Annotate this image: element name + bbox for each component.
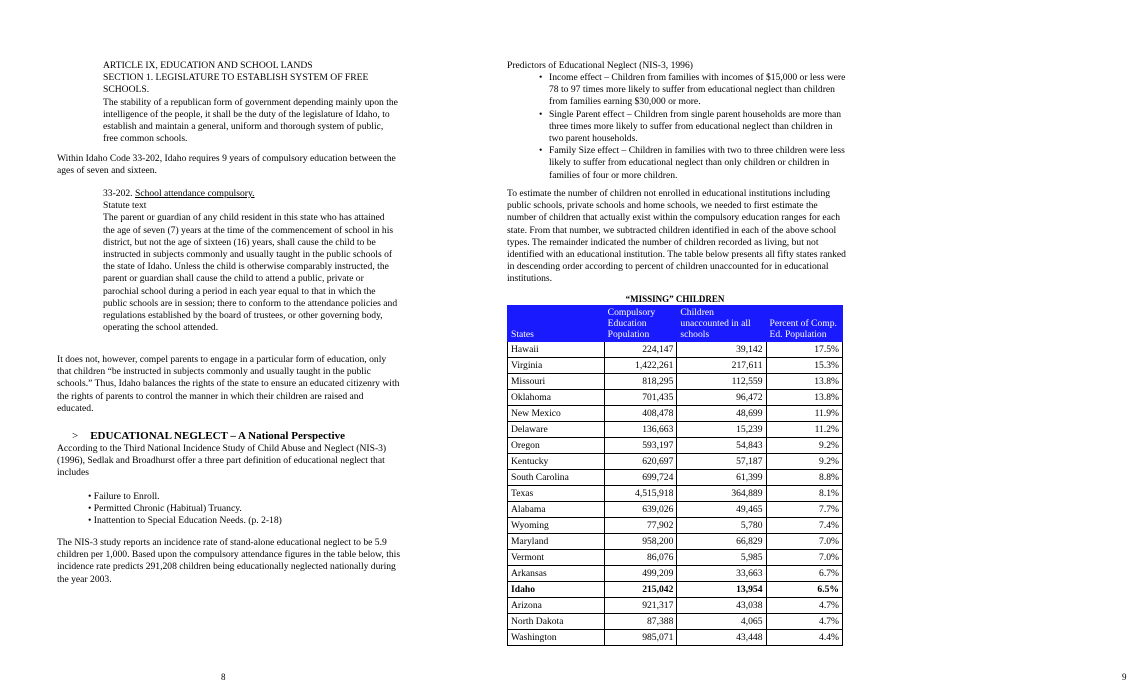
article-title: ARTICLE IX, EDUCATION AND SCHOOL LANDS: [103, 60, 313, 71]
value-cell: 8.1%: [766, 486, 843, 502]
value-cell: 4,515,918: [604, 486, 677, 502]
state-cell: Hawaii: [508, 342, 605, 358]
table-row: [508, 406, 843, 422]
statute-label: Statute text: [103, 200, 147, 212]
state-cell: Missouri: [508, 374, 605, 390]
state-cell: Delaware: [508, 422, 605, 438]
section-title: SECTION 1. LEGISLATURE TO ESTABLISH SYSTEM OF FREE SCHOOLS.: [103, 72, 369, 96]
table-row: [508, 342, 843, 358]
state-cell: Texas: [508, 486, 605, 502]
value-cell: 77,902: [604, 518, 677, 534]
value-cell: 639,026: [604, 502, 677, 518]
bullet-icon: •: [539, 72, 543, 83]
value-cell: 57,187: [677, 454, 766, 470]
value-cell: 39,142: [677, 342, 766, 358]
definition-item: • Inattention to Special Education Needs. (p. 2-18): [88, 515, 282, 527]
table-row: [508, 518, 843, 534]
value-cell: 48,699: [677, 406, 766, 422]
table-row: [508, 566, 843, 582]
value-cell: 15.3%: [766, 358, 843, 374]
state-cell: Virginia: [508, 358, 605, 374]
value-cell: 15,239: [677, 422, 766, 438]
nis-paragraph: According to the Third National Incidence Study of Child Abuse and Neglect (NIS-3) (1996), Sedlak and Broadhurst offer a three part definition of educational neglect that includes: [57, 443, 387, 479]
value-cell: 593,197: [604, 438, 677, 454]
bullet-icon: •: [539, 145, 543, 157]
list-item: • Single Parent effect – Children from single parent households are more than three times more likely to suffer from educational neglect than children in two parent households.: [539, 108, 842, 145]
table-row: [508, 438, 843, 454]
table-row: [508, 358, 843, 374]
value-cell: 364,889: [677, 486, 766, 502]
estimate-paragraph: To estimate the number of children not enrolled in educational institutions including public schools, private schools and home schools, we needed to first estimate the number of children that actually exist within the compulsory education ranges for each state. From that number, we subtracted children identified in each of the above school types. The remainder indicated the number of children recorded as living, but not identified with an educational institution. The table below presents all fifty states ranked in descending order according to percent of children unaccounted for in educational institutions.: [507, 188, 846, 285]
value-cell: 1,422,261: [604, 358, 677, 374]
state-cell: Idaho: [508, 582, 605, 598]
state-cell: Washington: [508, 630, 605, 646]
table-row: [508, 374, 843, 390]
value-cell: 87,388: [604, 614, 677, 630]
value-cell: 136,663: [604, 422, 677, 438]
state-cell: Alabama: [508, 502, 605, 518]
code-paragraph: Within Idaho Code 33-202, Idaho requires 9 years of compulsory education between the ages of seven and sixteen.: [57, 153, 396, 177]
value-cell: 4.7%: [766, 614, 843, 630]
statute-title: School attendance compulsory.: [134, 188, 255, 199]
value-cell: 17.5%: [766, 342, 843, 358]
definition-list: [88, 491, 388, 528]
state-cell: North Dakota: [508, 614, 605, 630]
value-cell: 5,780: [677, 518, 766, 534]
value-cell: 499,209: [604, 566, 677, 582]
heading-subtitle: – A National Perspective: [227, 430, 345, 442]
value-cell: 217,611: [677, 358, 766, 374]
statute-quote: [103, 188, 398, 334]
value-cell: 33,663: [677, 566, 766, 582]
value-cell: 818,295: [604, 374, 677, 390]
value-cell: 921,317: [604, 598, 677, 614]
value-cell: 224,147: [604, 342, 677, 358]
table-row: [508, 598, 843, 614]
column-header: States: [508, 306, 605, 342]
table-row: [508, 550, 843, 566]
balance-paragraph: It does not, however, compel parents to engage in a particular form of education, only that children “be instructed in subjects commonly and usually taught in the public schools.” Thus, Idaho balances the rights of the state to ensure an educated citizenry with the rights of parents to control the manner in which their children are raised and educated.: [57, 354, 400, 414]
right-page: [450, 0, 1127, 695]
value-cell: 4.7%: [766, 598, 843, 614]
value-cell: 4,065: [677, 614, 766, 630]
value-cell: 985,071: [604, 630, 677, 646]
value-cell: 6.7%: [766, 566, 843, 582]
value-cell: 9.2%: [766, 454, 843, 470]
value-cell: 9.2%: [766, 438, 843, 454]
list-item: • Income effect – Children from families with incomes of $15,000 or less were 78 to 97 times more likely to suffer from educational neglect than children from families earning $30,000 or more.: [539, 72, 846, 108]
value-cell: 701,435: [604, 390, 677, 406]
table-row: [508, 422, 843, 438]
value-cell: 620,697: [604, 454, 677, 470]
value-cell: 86,076: [604, 550, 677, 566]
column-header: Children unaccounted in all schools: [677, 306, 766, 342]
value-cell: 112,559: [677, 374, 766, 390]
state-cell: Oklahoma: [508, 390, 605, 406]
definition-item: • Permitted Chronic (Habitual) Truancy.: [88, 503, 242, 515]
page-number: 9: [1122, 672, 1127, 682]
page-number: 8: [221, 672, 226, 682]
statute-body: The parent or guardian of any child resident in this state who has attained the age of seven (7) years at the time of the commencement of school in his district, but not the age of sixteen (16) years, shall cause the child to be instructed in subjects commonly and usually taught in the public schools of the state of Idaho. Unless the child is otherwise comparably instructed, the parent or guardian shall cause the child to attend a public, private or parochial school during a period in each year equal to that in which the public schools are in session; there to conform to the attendance policies and regulations established by the board of trustees, or other governing body, operating the school attended.: [103, 212, 398, 334]
state-cell: Oregon: [508, 438, 605, 454]
article-ix-quote: [103, 60, 398, 145]
state-cell: Arizona: [508, 598, 605, 614]
state-cell: Maryland: [508, 534, 605, 550]
value-cell: 96,472: [677, 390, 766, 406]
column-header: Compulsory Education Population: [604, 306, 677, 342]
state-cell: South Carolina: [508, 470, 605, 486]
value-cell: 13.8%: [766, 390, 843, 406]
definition-item: • Failure to Enroll.: [88, 491, 160, 502]
bullet-icon: •: [539, 108, 543, 120]
value-cell: 958,200: [604, 534, 677, 550]
state-cell: Kentucky: [508, 454, 605, 470]
table-caption: “MISSING” CHILDREN: [625, 294, 725, 304]
value-cell: 215,042: [604, 582, 677, 598]
value-cell: 43,448: [677, 630, 766, 646]
state-cell: Arkansas: [508, 566, 605, 582]
incidence-paragraph: The NIS-3 study reports an incidence rate of stand-alone educational neglect to be 5.9 children per 1,000. Based upon the compulsory attendance figures in the table below, this incidence rate predicts 291,208 children being educationally neglected nationally during the year 2003.: [57, 537, 401, 585]
value-cell: 13,954: [677, 582, 766, 598]
value-cell: 13.8%: [766, 374, 843, 390]
table-row: [508, 470, 843, 486]
predictors-list: [507, 72, 847, 182]
value-cell: 699,724: [604, 470, 677, 486]
value-cell: 11.2%: [766, 422, 843, 438]
value-cell: 4.4%: [766, 630, 843, 646]
value-cell: 7.4%: [766, 518, 843, 534]
list-item: • Family Size effect – Children in families with two to three children were less likely to suffer from educational neglect than only children or children in families of four or more children.: [539, 145, 845, 181]
column-header: Percent of Comp. Ed. Population: [766, 306, 843, 342]
predictors-title: Predictors of Educational Neglect (NIS-3, 1996): [507, 60, 693, 71]
value-cell: 61,399: [677, 470, 766, 486]
arrow-bullet-icon: >: [72, 430, 79, 442]
state-cell: Wyoming: [508, 518, 605, 534]
article-text: The stability of a republican form of government depending mainly upon the intelligence of the people, it shall be the duty of the legislature of Idaho, to establish and maintain a general, uniform and thorough system of public, free common schools.: [103, 96, 398, 145]
left-page: [0, 0, 450, 695]
table-row: [508, 582, 843, 598]
table-row: [508, 502, 843, 518]
state-cell: New Mexico: [508, 406, 605, 422]
value-cell: 11.9%: [766, 406, 843, 422]
table-row: [508, 454, 843, 470]
table-row: [508, 390, 843, 406]
missing-children-table: [507, 305, 843, 646]
value-cell: 5,985: [677, 550, 766, 566]
value-cell: 408,478: [604, 406, 677, 422]
table-row: [508, 614, 843, 630]
table-row: [508, 630, 843, 646]
value-cell: 7.0%: [766, 550, 843, 566]
table-header-row: [508, 306, 843, 342]
value-cell: 8.8%: [766, 470, 843, 486]
table-row: [508, 534, 843, 550]
value-cell: 66,829: [677, 534, 766, 550]
table-row: [508, 486, 843, 502]
value-cell: 49,465: [677, 502, 766, 518]
value-cell: 6.5%: [766, 582, 843, 598]
value-cell: 7.0%: [766, 534, 843, 550]
value-cell: 43,038: [677, 598, 766, 614]
value-cell: 7.7%: [766, 502, 843, 518]
heading-title: EDUCATIONAL NEGLECT: [90, 430, 228, 442]
section-heading: [72, 430, 345, 442]
value-cell: 54,843: [677, 438, 766, 454]
state-cell: Vermont: [508, 550, 605, 566]
statute-number: 33-202.: [103, 188, 135, 199]
